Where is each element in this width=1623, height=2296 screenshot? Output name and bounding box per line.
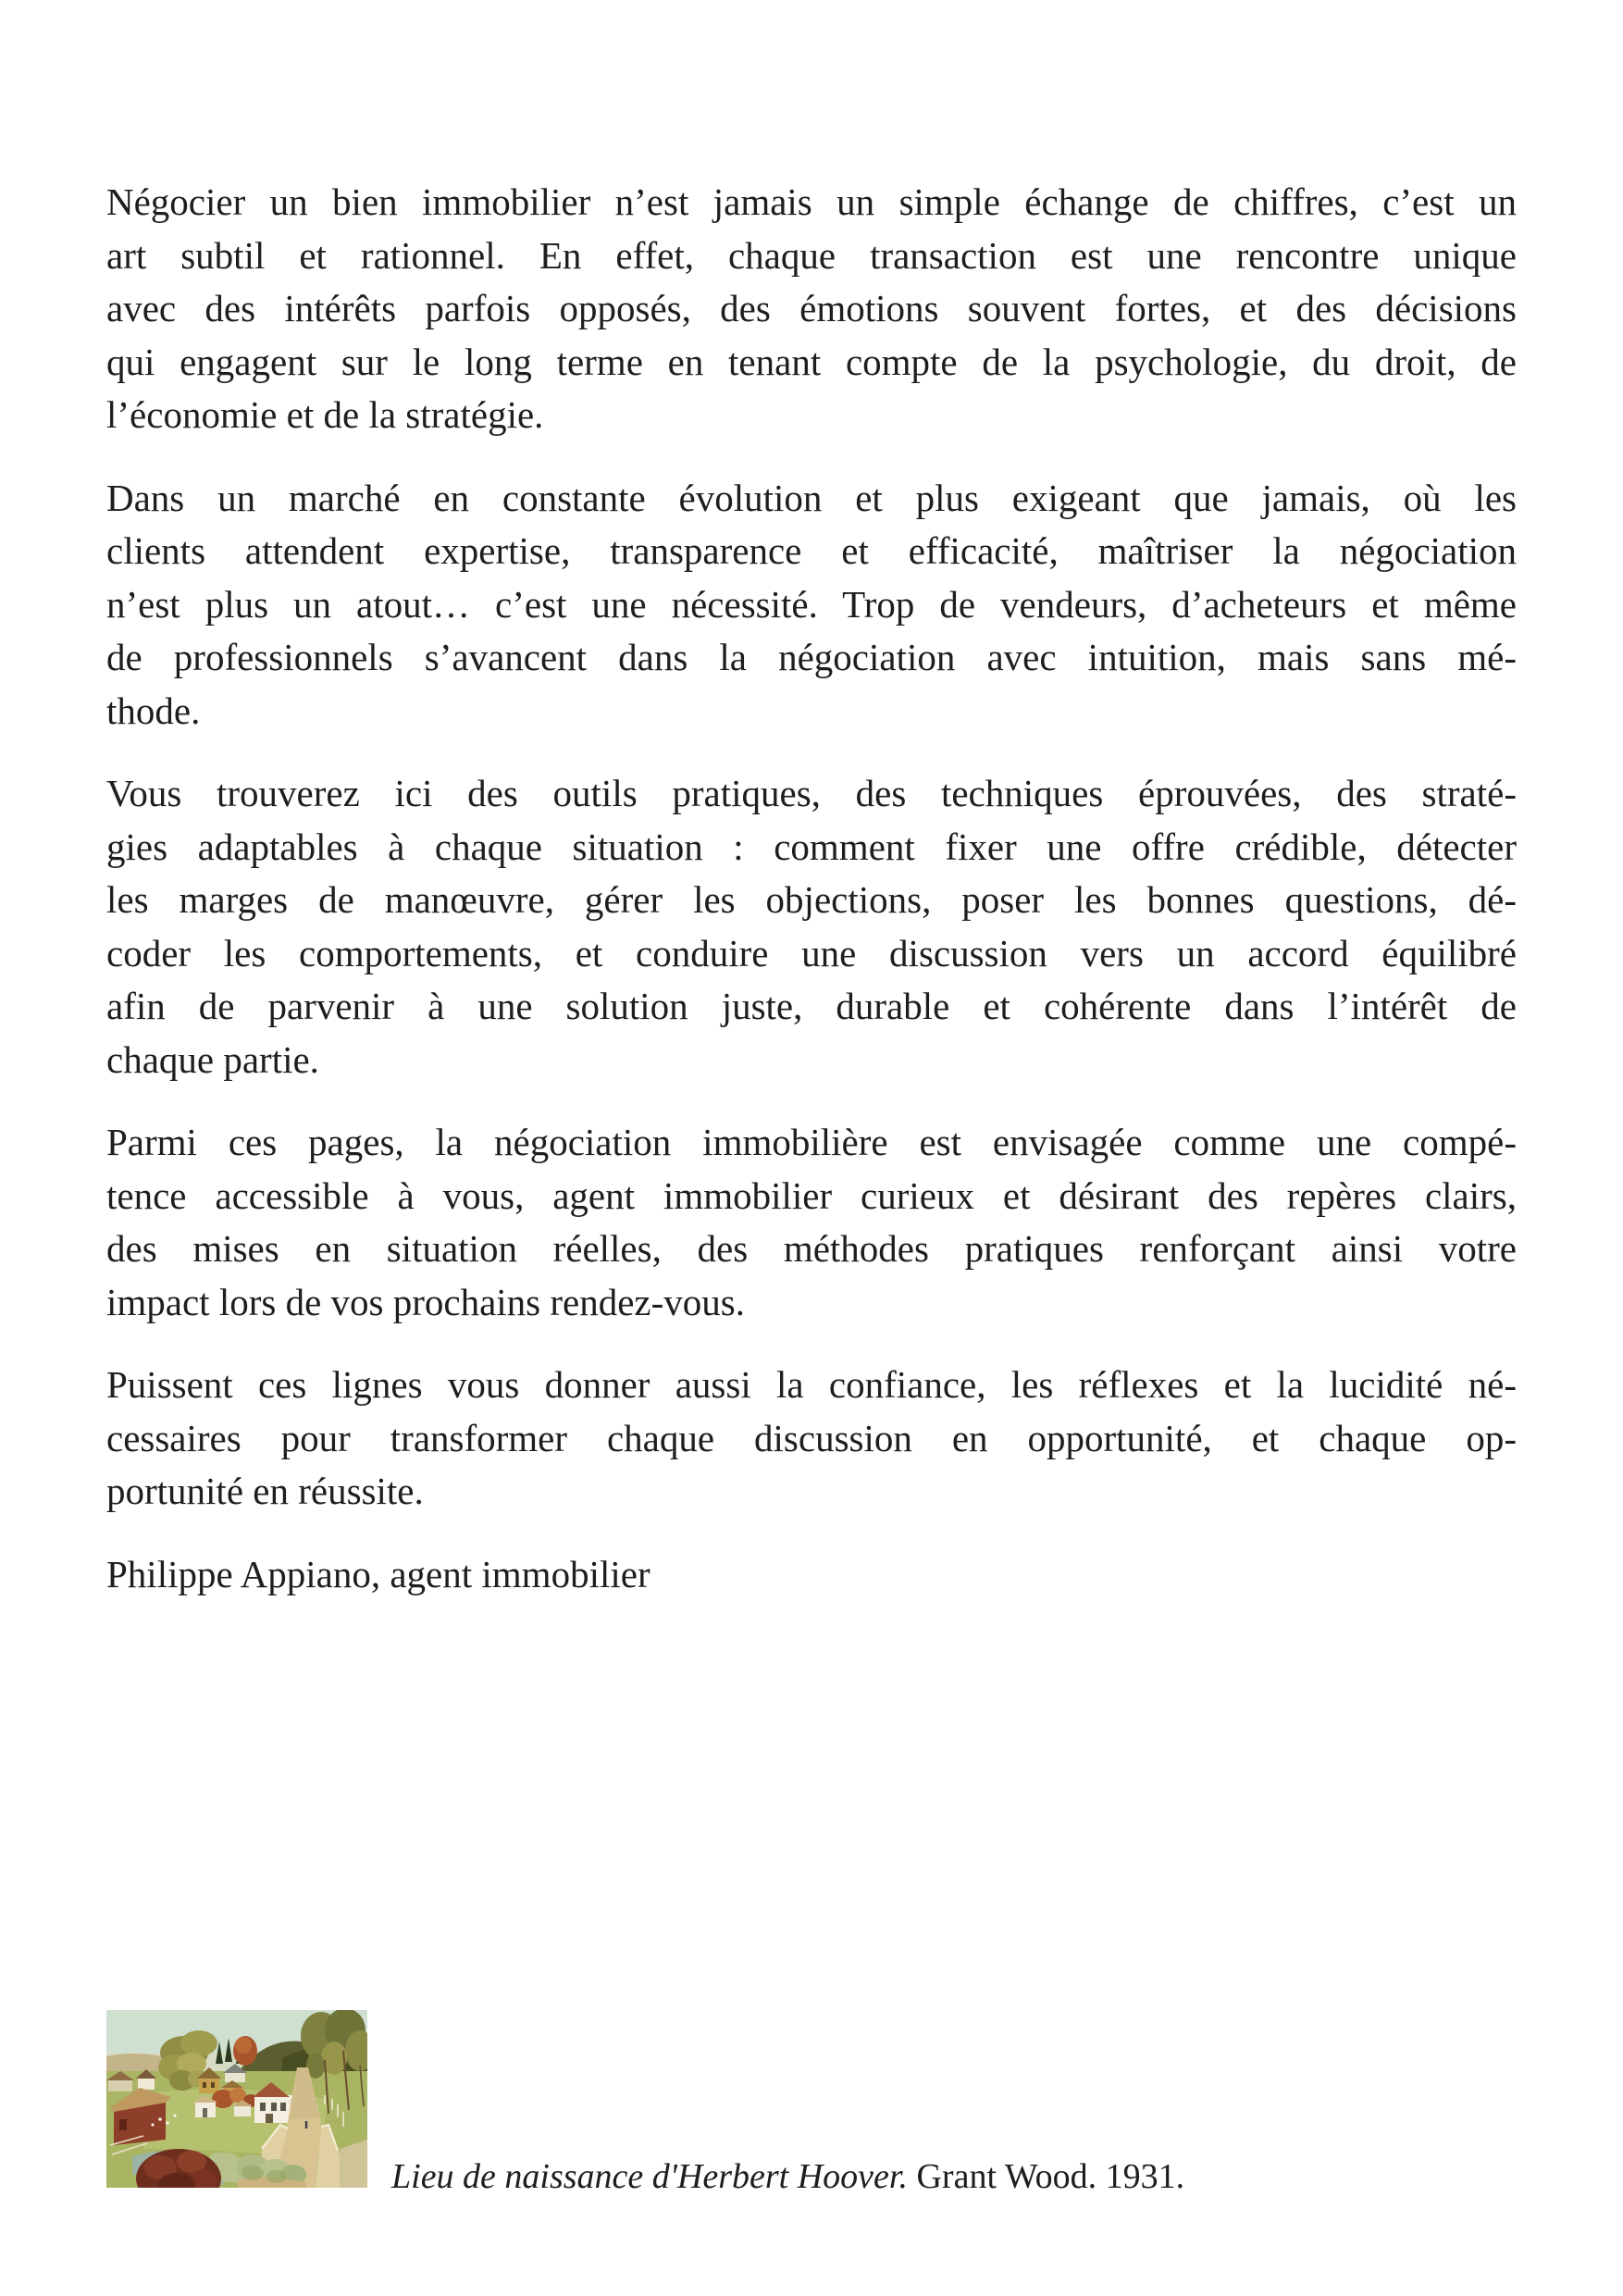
text-line: Philippe Appiano, agent immobilier (106, 1552, 650, 1595)
text-line: avec des intérêts parfois opposés, des émotions souvent fortes, et des décisions (106, 287, 1517, 329)
text-line: portunité en réussite. (106, 1470, 424, 1512)
text-line: Puissent ces lignes vous donner aussi la confiance, les réflexes et la lucidité né- (106, 1363, 1517, 1406)
figure-caption (391, 2157, 1184, 2196)
text-line: Parmi ces pages, la négociation immobilière est envisagée comme une compé- (106, 1121, 1517, 1163)
paragraph (106, 1359, 1517, 1519)
text-line: Vous trouverez ici des outils pratiques, des techniques éprouvées, des straté- (106, 772, 1517, 814)
painting-image (106, 2010, 367, 2188)
paragraph (106, 1548, 1517, 1602)
text-line: n’est plus un atout… c’est une nécessité. Trop de vendeurs, d’acheteurs et même (106, 582, 1517, 626)
text-line: qui engagent sur le long terme en tenant compte de la psychologie, du droit, de (106, 340, 1517, 383)
paragraph (106, 767, 1517, 1086)
text-line: cessaires pour transformer chaque discussion en opportunité, et chaque op- (106, 1416, 1517, 1459)
text-line: impact lors de vos prochains rendez-vous. (106, 1280, 745, 1323)
paragraph (106, 1116, 1517, 1329)
text-line: Dans un marché en constante évolution et plus exigeant que jamais, où les (106, 476, 1517, 519)
paragraph (106, 176, 1517, 442)
text-line: art subtil et rationnel. En effet, chaque transaction est une rencontre unique (106, 233, 1517, 277)
caption-title: Lieu de naissance d'Herbert Hoover. (391, 2157, 908, 2196)
text-line: thode. (106, 689, 201, 732)
text-line: Négocier un bien immobilier n’est jamais un simple échange de chiffres, c’est un (106, 180, 1517, 223)
body-text (106, 176, 1517, 1601)
text-line: coder les comportements, et conduire une discussion vers un accord équilibré (106, 931, 1517, 974)
text-line: les marges de manœuvre, gérer les objections, poser les bonnes questions, dé- (106, 878, 1517, 921)
text-line: l’économie et de la stratégie. (106, 393, 544, 436)
text-line: des mises en situation réelles, des méthodes pratiques renforçant ainsi votre (106, 1227, 1517, 1270)
text-line: clients attendent expertise, transparence et efficacité, maîtriser la négociation (106, 529, 1517, 572)
caption-credit: Grant Wood. 1931. (916, 2157, 1185, 2196)
text-line: tence accessible à vous, agent immobilier curieux et désirant des repères clairs, (106, 1173, 1517, 1217)
text-line: de professionnels s’avancent dans la négociation avec intuition, mais sans mé- (106, 636, 1517, 678)
text-line: chaque partie. (106, 1037, 319, 1081)
text-line: afin de parvenir à une solution juste, durable et cohérente dans l’intérêt de (106, 985, 1517, 1027)
text-line: gies adaptables à chaque situation : comment fixer une offre crédible, détecter (106, 825, 1517, 868)
paragraph (106, 472, 1517, 738)
figure (106, 2010, 1517, 2204)
